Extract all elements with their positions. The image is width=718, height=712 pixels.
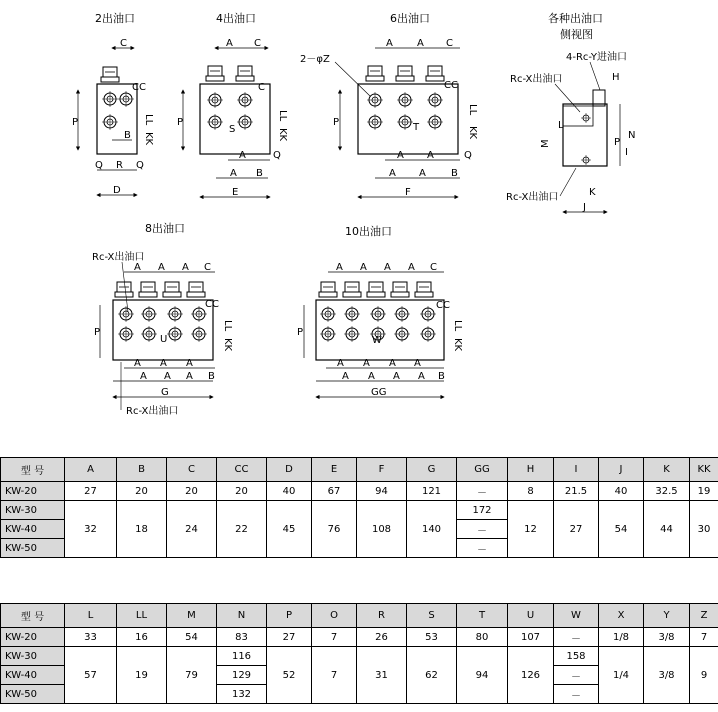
- header-h: H: [508, 458, 554, 482]
- dim-c: C: [254, 38, 261, 49]
- view-6-outlets: [300, 11, 478, 198]
- dim-a10: A: [368, 371, 375, 382]
- header-i: I: [554, 458, 599, 482]
- callout-inlet: 4-Rc-Y进油口: [566, 52, 627, 63]
- dim-c: C: [120, 38, 127, 49]
- dim-b: B: [256, 168, 263, 179]
- model-label: KW-30: [1, 501, 65, 520]
- header-ll: LL: [117, 604, 167, 628]
- dim-a7: A: [140, 371, 147, 382]
- cell: 12: [508, 501, 554, 558]
- dim-a6: A: [186, 358, 193, 369]
- cell: 54: [599, 501, 644, 558]
- dim-a12: A: [418, 371, 425, 382]
- view-2-outlets: [72, 11, 154, 196]
- dim-p: P: [94, 327, 101, 338]
- dim-ll: LL: [452, 320, 463, 332]
- dim-a3: A: [182, 262, 189, 273]
- cell: 94: [357, 482, 407, 501]
- dim-q: Q: [95, 160, 103, 171]
- dim-cc: CC: [205, 299, 219, 310]
- header-l: L: [65, 604, 117, 628]
- cell: 19: [117, 647, 167, 704]
- cell: 44: [644, 501, 690, 558]
- dim-kk: KK: [467, 126, 478, 140]
- dim-a4: A: [134, 358, 141, 369]
- cell: 3/8: [644, 628, 690, 647]
- dim-e: E: [232, 187, 239, 198]
- cell: 7: [312, 647, 357, 704]
- dim-q2: Q: [136, 160, 144, 171]
- header-k: K: [644, 458, 690, 482]
- table-row: [1, 628, 718, 647]
- dim-a9: A: [186, 371, 193, 382]
- dim-b: B: [451, 168, 458, 179]
- cell: 108: [357, 501, 407, 558]
- cell: －: [554, 666, 599, 685]
- title-8-outlets: 8出油口: [145, 222, 185, 235]
- header-j: J: [599, 458, 644, 482]
- dim-ll: LL: [143, 114, 154, 126]
- dim-a4: A: [427, 150, 434, 161]
- dim-ll: LL: [467, 104, 478, 116]
- cell: 7: [690, 628, 718, 647]
- view-8-outlets: [92, 221, 233, 417]
- header-gg: GG: [457, 458, 508, 482]
- cell: 20: [167, 482, 217, 501]
- dim-a8: A: [164, 371, 171, 382]
- cell: 107: [508, 628, 554, 647]
- dim-kk: KK: [143, 132, 154, 146]
- dim-u: U: [160, 334, 168, 345]
- cell: 83: [217, 628, 267, 647]
- cell: 20: [117, 482, 167, 501]
- dim-cc: CC: [132, 82, 146, 93]
- dim-f: F: [405, 187, 411, 198]
- dim-a8: A: [414, 358, 421, 369]
- dim-a: A: [134, 262, 141, 273]
- header-t: T: [457, 604, 508, 628]
- dim-a3: A: [397, 150, 404, 161]
- dim-a: A: [226, 38, 233, 49]
- dim-d: D: [113, 185, 121, 196]
- dim-a5: A: [337, 358, 344, 369]
- cell: 24: [167, 501, 217, 558]
- dim-kk: KK: [222, 338, 233, 352]
- dim-j: J: [583, 202, 586, 213]
- cell: 121: [407, 482, 457, 501]
- cell: 67: [312, 482, 357, 501]
- dim-b: B: [208, 371, 215, 382]
- dim-a2: A: [360, 262, 367, 273]
- header-y: Y: [644, 604, 690, 628]
- dim-w: W: [372, 335, 382, 346]
- title-side-2: 侧视图: [560, 28, 593, 41]
- cell: 27: [554, 501, 599, 558]
- header-row: [1, 458, 718, 482]
- cell: 76: [312, 501, 357, 558]
- callout-outlet-top: Rc-X出油口: [510, 74, 563, 85]
- callout-outlet-bottom: Rc-X出油口: [506, 192, 559, 203]
- cell: 79: [167, 647, 217, 704]
- dim-a3: A: [230, 168, 237, 179]
- cell: 3/8: [644, 647, 690, 704]
- dim-a: A: [336, 262, 343, 273]
- view-10-outlets: [297, 224, 463, 398]
- model-label: KW-40: [1, 520, 65, 539]
- dim-m: M: [540, 139, 551, 148]
- cell: 9: [690, 647, 718, 704]
- cell: 19: [690, 482, 718, 501]
- cell: －: [457, 482, 508, 501]
- header-kk: KK: [690, 458, 718, 482]
- dim-a7: A: [389, 358, 396, 369]
- cell: 62: [407, 647, 457, 704]
- header-z: Z: [690, 604, 718, 628]
- title-6-outlets: 6出油口: [390, 12, 430, 25]
- header-c: C: [167, 458, 217, 482]
- dim-n: N: [628, 130, 636, 141]
- dim-b: B: [438, 371, 445, 382]
- cell: 116: [217, 647, 267, 666]
- cell: 26: [357, 628, 407, 647]
- dim-l: L: [558, 120, 564, 131]
- cell: 80: [457, 628, 508, 647]
- header-model: 型 号: [1, 604, 65, 628]
- model-label: KW-20: [1, 482, 65, 501]
- header-b: B: [117, 458, 167, 482]
- header-g: G: [407, 458, 457, 482]
- header-m: M: [167, 604, 217, 628]
- cell: 53: [407, 628, 457, 647]
- cell: 52: [267, 647, 312, 704]
- header-u: U: [508, 604, 554, 628]
- dim-a4: A: [408, 262, 415, 273]
- dim-p: P: [177, 117, 184, 128]
- dim-a5: A: [160, 358, 167, 369]
- dim-q: Q: [273, 150, 281, 161]
- dim-kk: KK: [277, 128, 288, 142]
- dim-i: I: [625, 147, 628, 158]
- cell: 31: [357, 647, 407, 704]
- dim-g: G: [161, 387, 169, 398]
- dim-c2: C: [258, 82, 265, 93]
- cell: 22: [217, 501, 267, 558]
- cell: 1/4: [599, 647, 644, 704]
- cell: 40: [267, 482, 312, 501]
- header-cc: CC: [217, 458, 267, 482]
- view-4-outlets: [177, 11, 288, 198]
- dim-c: C: [430, 262, 437, 273]
- callout-zphi: 2－φZ: [300, 54, 330, 65]
- cell: 30: [690, 501, 718, 558]
- dim-b: B: [124, 130, 131, 141]
- dim-a6: A: [419, 168, 426, 179]
- dim-a2: A: [239, 150, 246, 161]
- cell: 33: [65, 628, 117, 647]
- dim-k: K: [589, 187, 596, 198]
- side-view: [506, 11, 635, 213]
- cell: 7: [312, 628, 357, 647]
- dim-t: T: [413, 122, 420, 133]
- cell: 57: [65, 647, 117, 704]
- header-r: R: [357, 604, 407, 628]
- dim-kk: KK: [452, 338, 463, 352]
- cell: 20: [217, 482, 267, 501]
- model-label: KW-50: [1, 685, 65, 704]
- cell: 32: [65, 501, 117, 558]
- dim-a9: A: [342, 371, 349, 382]
- dim-a2: A: [417, 38, 424, 49]
- dim-r: R: [116, 160, 123, 171]
- header-a: A: [65, 458, 117, 482]
- dim-cc: CC: [436, 300, 450, 311]
- cell: －: [554, 628, 599, 647]
- dim-ll: LL: [222, 320, 233, 332]
- callout-outlet-8: Rc-X出油口: [92, 252, 145, 263]
- dim-a5: A: [389, 168, 396, 179]
- header-f: F: [357, 458, 407, 482]
- dim-ll: LL: [277, 110, 288, 122]
- header-w: W: [554, 604, 599, 628]
- dim-gg: GG: [371, 387, 387, 398]
- dim-a2: A: [158, 262, 165, 273]
- cell: 129: [217, 666, 267, 685]
- table-row: [1, 647, 718, 666]
- dim-a3: A: [384, 262, 391, 273]
- cell: 8: [508, 482, 554, 501]
- cell: 40: [599, 482, 644, 501]
- cell: 140: [407, 501, 457, 558]
- dim-a6: A: [363, 358, 370, 369]
- header-n: N: [217, 604, 267, 628]
- table-row: [1, 501, 718, 520]
- dim-s: S: [229, 124, 236, 135]
- cell: 16: [117, 628, 167, 647]
- header-s: S: [407, 604, 457, 628]
- cell: 132: [217, 685, 267, 704]
- spec-table-2: [0, 603, 718, 704]
- dim-a11: A: [393, 371, 400, 382]
- cell: 54: [167, 628, 217, 647]
- header-row: [1, 604, 718, 628]
- spec-table-1: [0, 457, 718, 558]
- header-p: P: [267, 604, 312, 628]
- dim-cc: CC: [444, 80, 458, 91]
- cell: 94: [457, 647, 508, 704]
- cell: 45: [267, 501, 312, 558]
- model-label: KW-50: [1, 539, 65, 558]
- cell: 27: [267, 628, 312, 647]
- cell: 21.5: [554, 482, 599, 501]
- cell: 18: [117, 501, 167, 558]
- model-label: KW-20: [1, 628, 65, 647]
- callout-outlet-8b: Rc-X出油口: [126, 406, 179, 417]
- cell: 27: [65, 482, 117, 501]
- dim-p: P: [333, 117, 340, 128]
- dim-q: Q: [464, 150, 472, 161]
- dim-p: P: [614, 137, 621, 148]
- title-4-outlets: 4出油口: [216, 12, 256, 25]
- model-label: KW-30: [1, 647, 65, 666]
- dim-p: P: [72, 117, 79, 128]
- dim-c: C: [204, 262, 211, 273]
- cell: －: [457, 520, 508, 539]
- header-e: E: [312, 458, 357, 482]
- header-o: O: [312, 604, 357, 628]
- dim-p: P: [297, 327, 304, 338]
- dim-c: C: [446, 38, 453, 49]
- cell: 32.5: [644, 482, 690, 501]
- title-10-outlets: 10出油口: [345, 225, 392, 238]
- title-2-outlets: 2出油口: [95, 12, 135, 25]
- table-row: [1, 482, 718, 501]
- header-x: X: [599, 604, 644, 628]
- cell: －: [457, 539, 508, 558]
- dim-h: H: [612, 72, 620, 83]
- cell: 1/8: [599, 628, 644, 647]
- title-side-1: 各种出油口: [548, 12, 603, 25]
- cell: 126: [508, 647, 554, 704]
- cell: －: [554, 685, 599, 704]
- cell: 172: [457, 501, 508, 520]
- header-model: 型 号: [1, 458, 65, 482]
- header-d: D: [267, 458, 312, 482]
- dim-a: A: [386, 38, 393, 49]
- model-label: KW-40: [1, 666, 65, 685]
- cell: 158: [554, 647, 599, 666]
